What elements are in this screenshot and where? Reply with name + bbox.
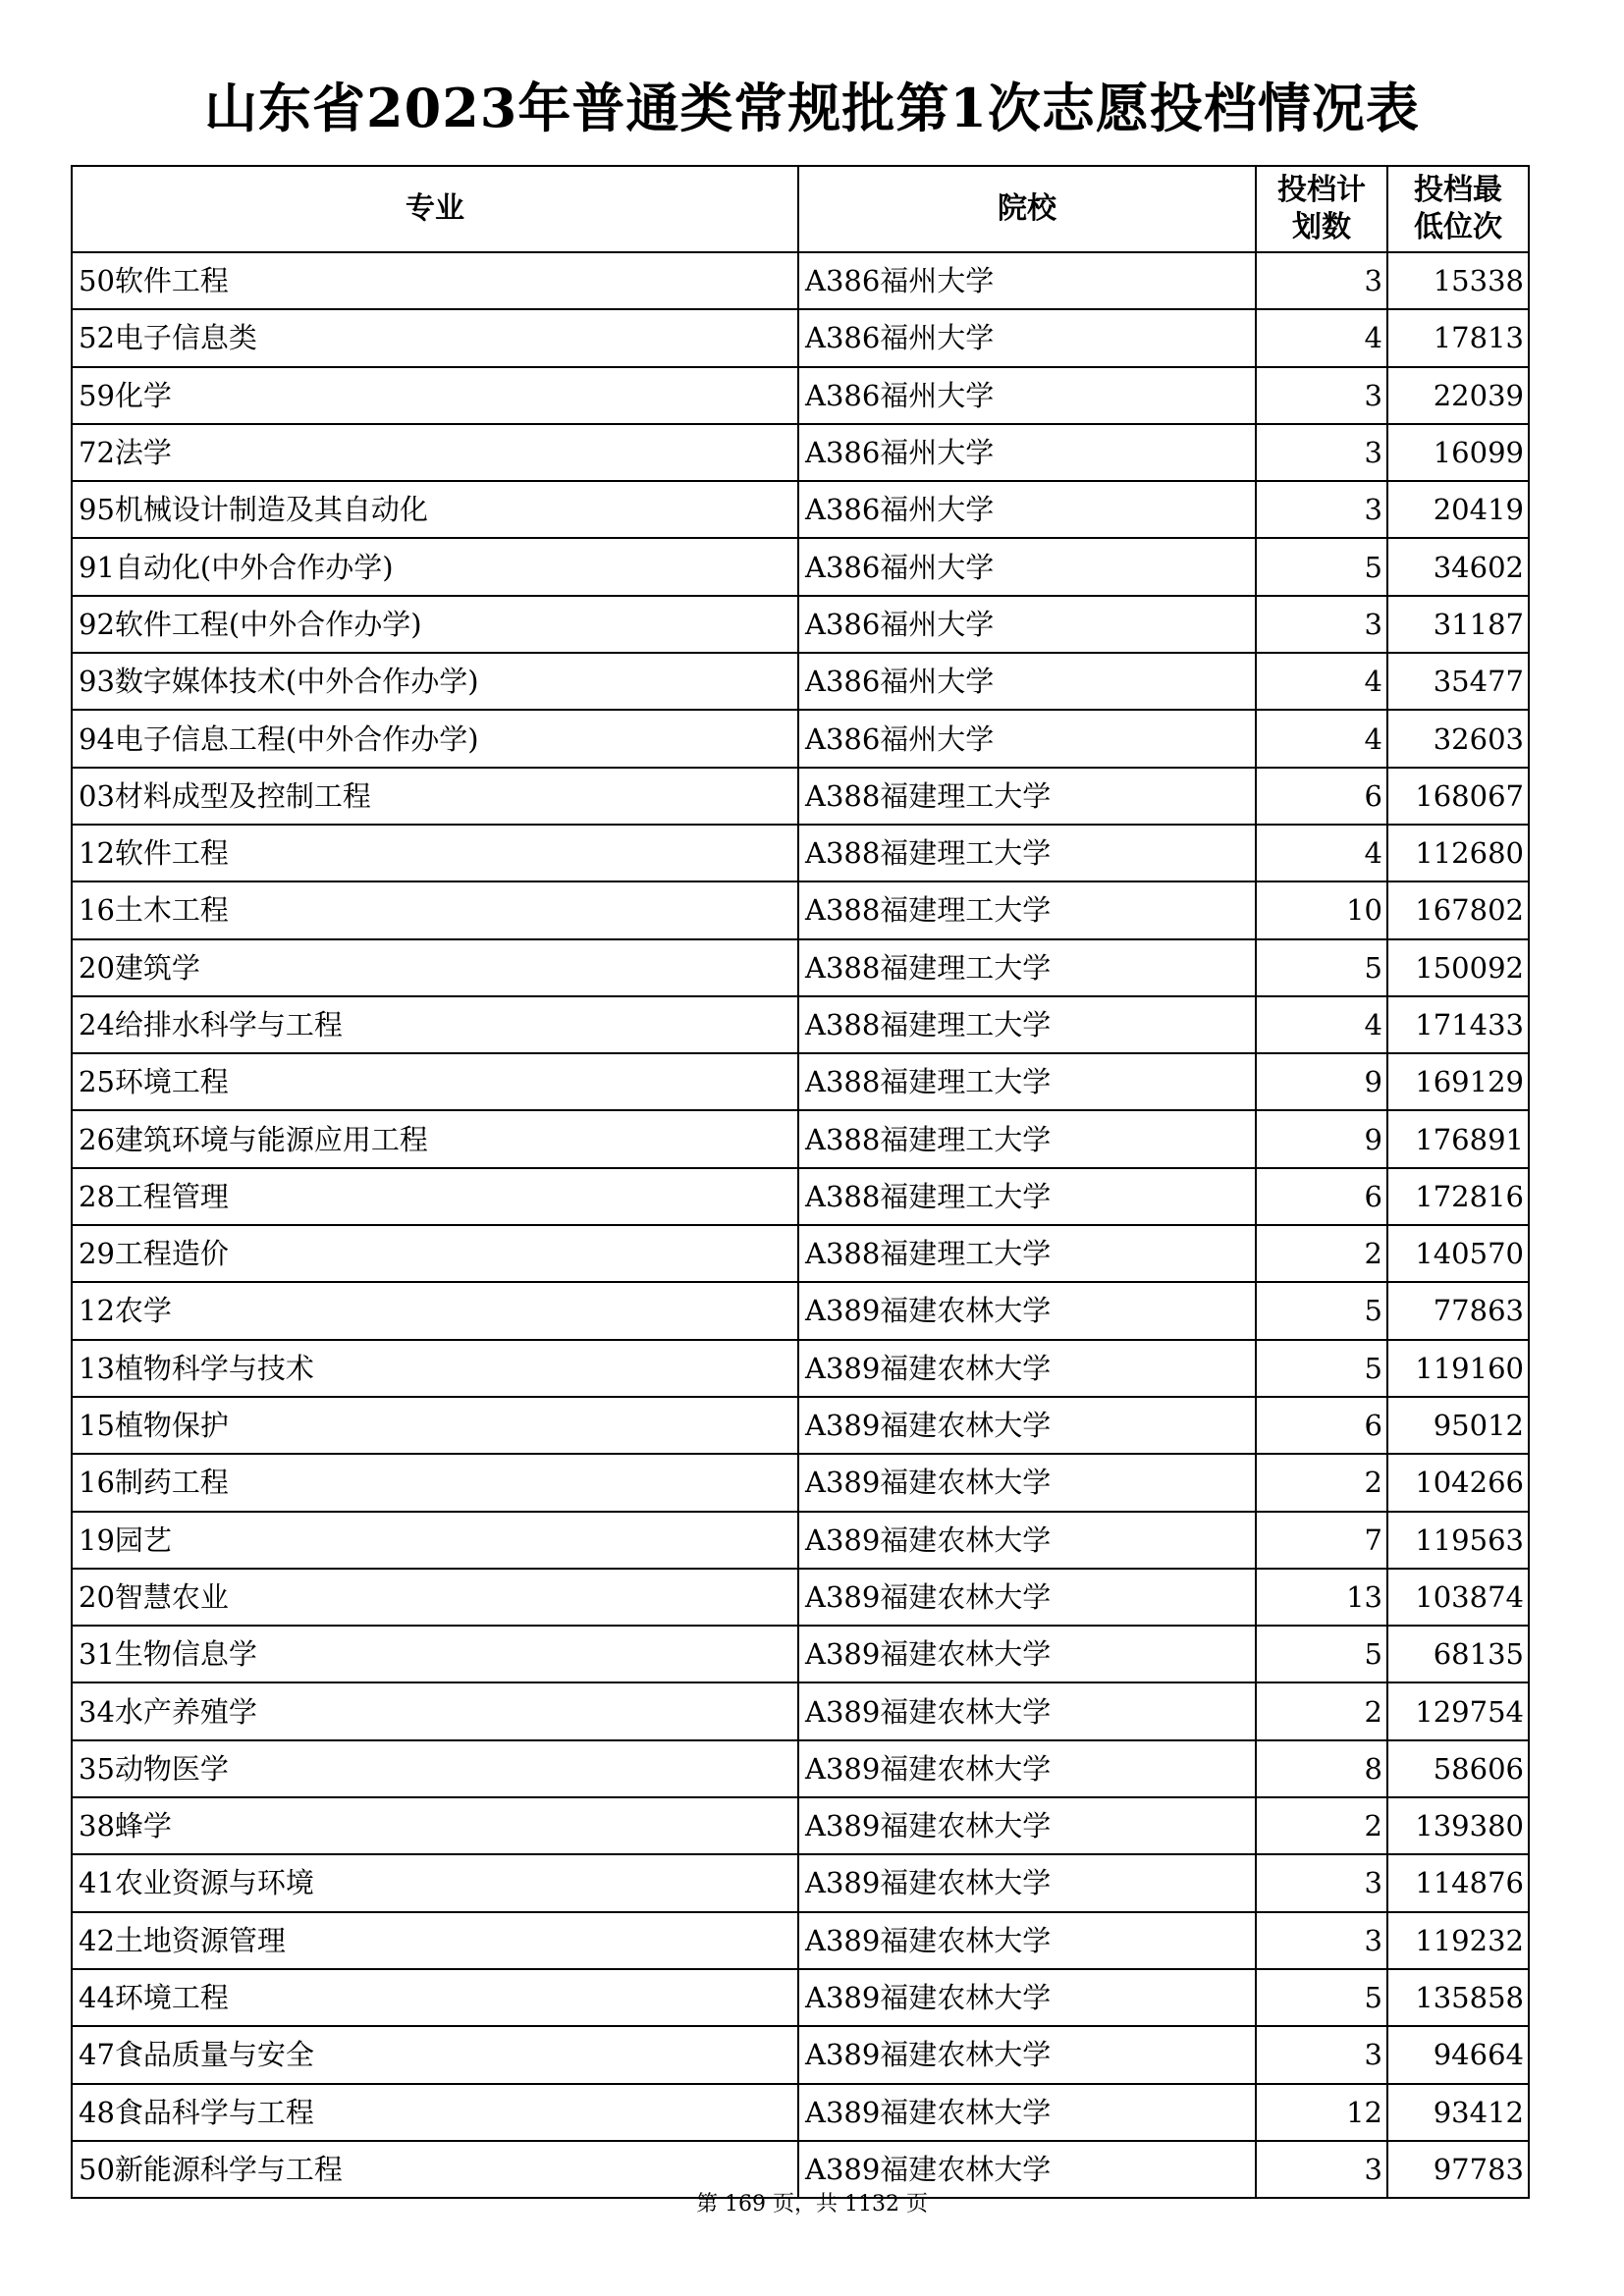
cell-plan: 3 [1256,1912,1387,1969]
cell-major: 44环境工程 [72,1969,798,2026]
cell-school: A389福建农林大学 [798,1454,1256,1511]
cell-major: 50软件工程 [72,252,798,309]
cell-major: 12软件工程 [72,825,798,881]
cell-school: A389福建农林大学 [798,1397,1256,1454]
table-row [72,996,1529,1053]
cell-plan: 4 [1256,710,1387,767]
cell-plan: 2 [1256,1454,1387,1511]
cell-school: A386福州大学 [798,481,1256,538]
cell-plan: 12 [1256,2084,1387,2141]
table-row [72,2141,1529,2198]
cell-plan: 3 [1256,367,1387,424]
table-row [72,1282,1529,1339]
table-row [72,825,1529,881]
cell-plan: 5 [1256,1282,1387,1339]
cell-rank: 34602 [1387,538,1529,595]
cell-plan: 4 [1256,996,1387,1053]
cell-rank: 150092 [1387,939,1529,996]
header-school: 院校 [798,166,1256,252]
cell-school: A386福州大学 [798,653,1256,710]
cell-school: A388福建理工大学 [798,881,1256,938]
cell-plan: 9 [1256,1110,1387,1167]
cell-plan: 3 [1256,252,1387,309]
cell-school: A388福建理工大学 [798,939,1256,996]
table-row [72,939,1529,996]
cell-major: 31生物信息学 [72,1626,798,1682]
cell-school: A388福建理工大学 [798,1225,1256,1282]
table-row [72,1340,1529,1397]
table-row [72,881,1529,938]
table-row [72,1168,1529,1225]
cell-major: 50新能源科学与工程 [72,2141,798,2198]
cell-plan: 3 [1256,596,1387,653]
cell-rank: 114876 [1387,1854,1529,1911]
cell-plan: 5 [1256,1340,1387,1397]
table-row [72,538,1529,595]
header-major: 专业 [72,166,798,252]
cell-school: A386福州大学 [798,710,1256,767]
table-row [72,424,1529,481]
cell-school: A386福州大学 [798,596,1256,653]
cell-major: 35动物医学 [72,1740,798,1797]
cell-major: 25环境工程 [72,1053,798,1110]
table-body [72,252,1529,2198]
cell-major: 42土地资源管理 [72,1912,798,1969]
cell-rank: 77863 [1387,1282,1529,1339]
cell-rank: 94664 [1387,2026,1529,2083]
cell-major: 38蜂学 [72,1797,798,1854]
table-row [72,1626,1529,1682]
header-rank-label: 投档最低位次 [1414,173,1502,244]
cell-school: A389福建农林大学 [798,1797,1256,1854]
cell-plan: 13 [1256,1569,1387,1626]
cell-rank: 20419 [1387,481,1529,538]
cell-rank: 35477 [1387,653,1529,710]
cell-major: 94电子信息工程(中外合作办学) [72,710,798,767]
cell-school: A389福建农林大学 [798,2084,1256,2141]
cell-major: 16制药工程 [72,1454,798,1511]
cell-rank: 17813 [1387,309,1529,366]
cell-rank: 135858 [1387,1969,1529,2026]
cell-rank: 129754 [1387,1682,1529,1739]
admission-table [71,165,1530,2199]
cell-plan: 3 [1256,424,1387,481]
cell-rank: 112680 [1387,825,1529,881]
cell-plan: 3 [1256,1854,1387,1911]
cell-plan: 2 [1256,1682,1387,1739]
cell-rank: 171433 [1387,996,1529,1053]
cell-rank: 97783 [1387,2141,1529,2198]
cell-rank: 140570 [1387,1225,1529,1282]
header-plan [1256,166,1387,252]
cell-plan: 2 [1256,1225,1387,1282]
table-row [72,2084,1529,2141]
table-row [72,596,1529,653]
cell-rank: 139380 [1387,1797,1529,1854]
page-footer: 第 169 页，共 1132 页 [696,2192,928,2216]
table-row [72,710,1529,767]
table-row [72,1512,1529,1569]
cell-plan: 5 [1256,1626,1387,1682]
cell-school: A386福州大学 [798,367,1256,424]
cell-plan: 6 [1256,1168,1387,1225]
cell-major: 28工程管理 [72,1168,798,1225]
cell-rank: 58606 [1387,1740,1529,1797]
cell-rank: 32603 [1387,710,1529,767]
cell-school: A389福建农林大学 [798,1282,1256,1339]
cell-rank: 169129 [1387,1053,1529,1110]
table-row [72,367,1529,424]
cell-school: A388福建理工大学 [798,996,1256,1053]
cell-rank: 95012 [1387,1397,1529,1454]
cell-school: A386福州大学 [798,309,1256,366]
cell-major: 20智慧农业 [72,1569,798,1626]
cell-school: A388福建理工大学 [798,1053,1256,1110]
cell-rank: 15338 [1387,252,1529,309]
cell-school: A389福建农林大学 [798,1512,1256,1569]
cell-rank: 68135 [1387,1626,1529,1682]
cell-rank: 119563 [1387,1512,1529,1569]
cell-plan: 5 [1256,939,1387,996]
cell-major: 26建筑环境与能源应用工程 [72,1110,798,1167]
cell-school: A386福州大学 [798,252,1256,309]
table-row [72,768,1529,825]
table-header-row [72,166,1529,252]
cell-major: 41农业资源与环境 [72,1854,798,1911]
cell-rank: 16099 [1387,424,1529,481]
cell-plan: 4 [1256,825,1387,881]
table-row [72,1225,1529,1282]
table-row [72,252,1529,309]
cell-school: A386福州大学 [798,538,1256,595]
cell-rank: 103874 [1387,1569,1529,1626]
cell-plan: 3 [1256,481,1387,538]
cell-school: A388福建理工大学 [798,1168,1256,1225]
cell-school: A389福建农林大学 [798,1912,1256,1969]
cell-major: 91自动化(中外合作办学) [72,538,798,595]
cell-plan: 3 [1256,2026,1387,2083]
cell-major: 24给排水科学与工程 [72,996,798,1053]
table-row [72,1397,1529,1454]
cell-plan: 8 [1256,1740,1387,1797]
cell-rank: 31187 [1387,596,1529,653]
cell-rank: 119232 [1387,1912,1529,1969]
table-row [72,1740,1529,1797]
cell-rank: 119160 [1387,1340,1529,1397]
cell-rank: 93412 [1387,2084,1529,2141]
header-rank [1387,166,1529,252]
cell-plan: 4 [1256,653,1387,710]
cell-major: 29工程造价 [72,1225,798,1282]
cell-school: A389福建农林大学 [798,1340,1256,1397]
table-row [72,1797,1529,1854]
cell-major: 12农学 [72,1282,798,1339]
cell-major: 47食品质量与安全 [72,2026,798,2083]
cell-school: A389福建农林大学 [798,1854,1256,1911]
cell-school: A389福建农林大学 [798,1682,1256,1739]
table-row [72,1854,1529,1911]
cell-major: 34水产养殖学 [72,1682,798,1739]
cell-school: A389福建农林大学 [798,1740,1256,1797]
cell-major: 16土木工程 [72,881,798,938]
cell-plan: 10 [1256,881,1387,938]
cell-school: A386福州大学 [798,424,1256,481]
cell-school: A388福建理工大学 [798,825,1256,881]
cell-rank: 176891 [1387,1110,1529,1167]
table-row [72,653,1529,710]
cell-plan: 6 [1256,1397,1387,1454]
cell-major: 92软件工程(中外合作办学) [72,596,798,653]
cell-major: 72法学 [72,424,798,481]
cell-school: A388福建理工大学 [798,1110,1256,1167]
cell-plan: 9 [1256,1053,1387,1110]
cell-plan: 5 [1256,538,1387,595]
cell-plan: 5 [1256,1969,1387,2026]
cell-rank: 168067 [1387,768,1529,825]
cell-plan: 6 [1256,768,1387,825]
table-row [72,1053,1529,1110]
cell-school: A389福建农林大学 [798,2141,1256,2198]
cell-major: 52电子信息类 [72,309,798,366]
table-row [72,481,1529,538]
cell-plan: 4 [1256,309,1387,366]
cell-major: 95机械设计制造及其自动化 [72,481,798,538]
cell-rank: 167802 [1387,881,1529,938]
cell-major: 13植物科学与技术 [72,1340,798,1397]
header-plan-label: 投档计划数 [1277,173,1366,244]
table-row [72,1110,1529,1167]
cell-major: 15植物保护 [72,1397,798,1454]
table-row [72,1969,1529,2026]
cell-school: A389福建农林大学 [798,1569,1256,1626]
cell-rank: 172816 [1387,1168,1529,1225]
cell-major: 20建筑学 [72,939,798,996]
cell-rank: 104266 [1387,1454,1529,1511]
cell-major: 19园艺 [72,1512,798,1569]
table-row [72,1569,1529,1626]
cell-plan: 3 [1256,2141,1387,2198]
cell-school: A389福建农林大学 [798,1969,1256,2026]
cell-school: A389福建农林大学 [798,2026,1256,2083]
cell-major: 59化学 [72,367,798,424]
cell-school: A388福建理工大学 [798,768,1256,825]
table-row [72,1912,1529,1969]
table-row [72,309,1529,366]
cell-plan: 2 [1256,1797,1387,1854]
page-title: 山东省2023年普通类常规批第1次志愿投档情况表 [204,77,1420,139]
cell-major: 48食品科学与工程 [72,2084,798,2141]
table-row [72,2026,1529,2083]
cell-plan: 7 [1256,1512,1387,1569]
table-row [72,1682,1529,1739]
cell-major: 03材料成型及控制工程 [72,768,798,825]
cell-rank: 22039 [1387,367,1529,424]
table-row [72,1454,1529,1511]
cell-school: A389福建农林大学 [798,1626,1256,1682]
cell-major: 93数字媒体技术(中外合作办学) [72,653,798,710]
